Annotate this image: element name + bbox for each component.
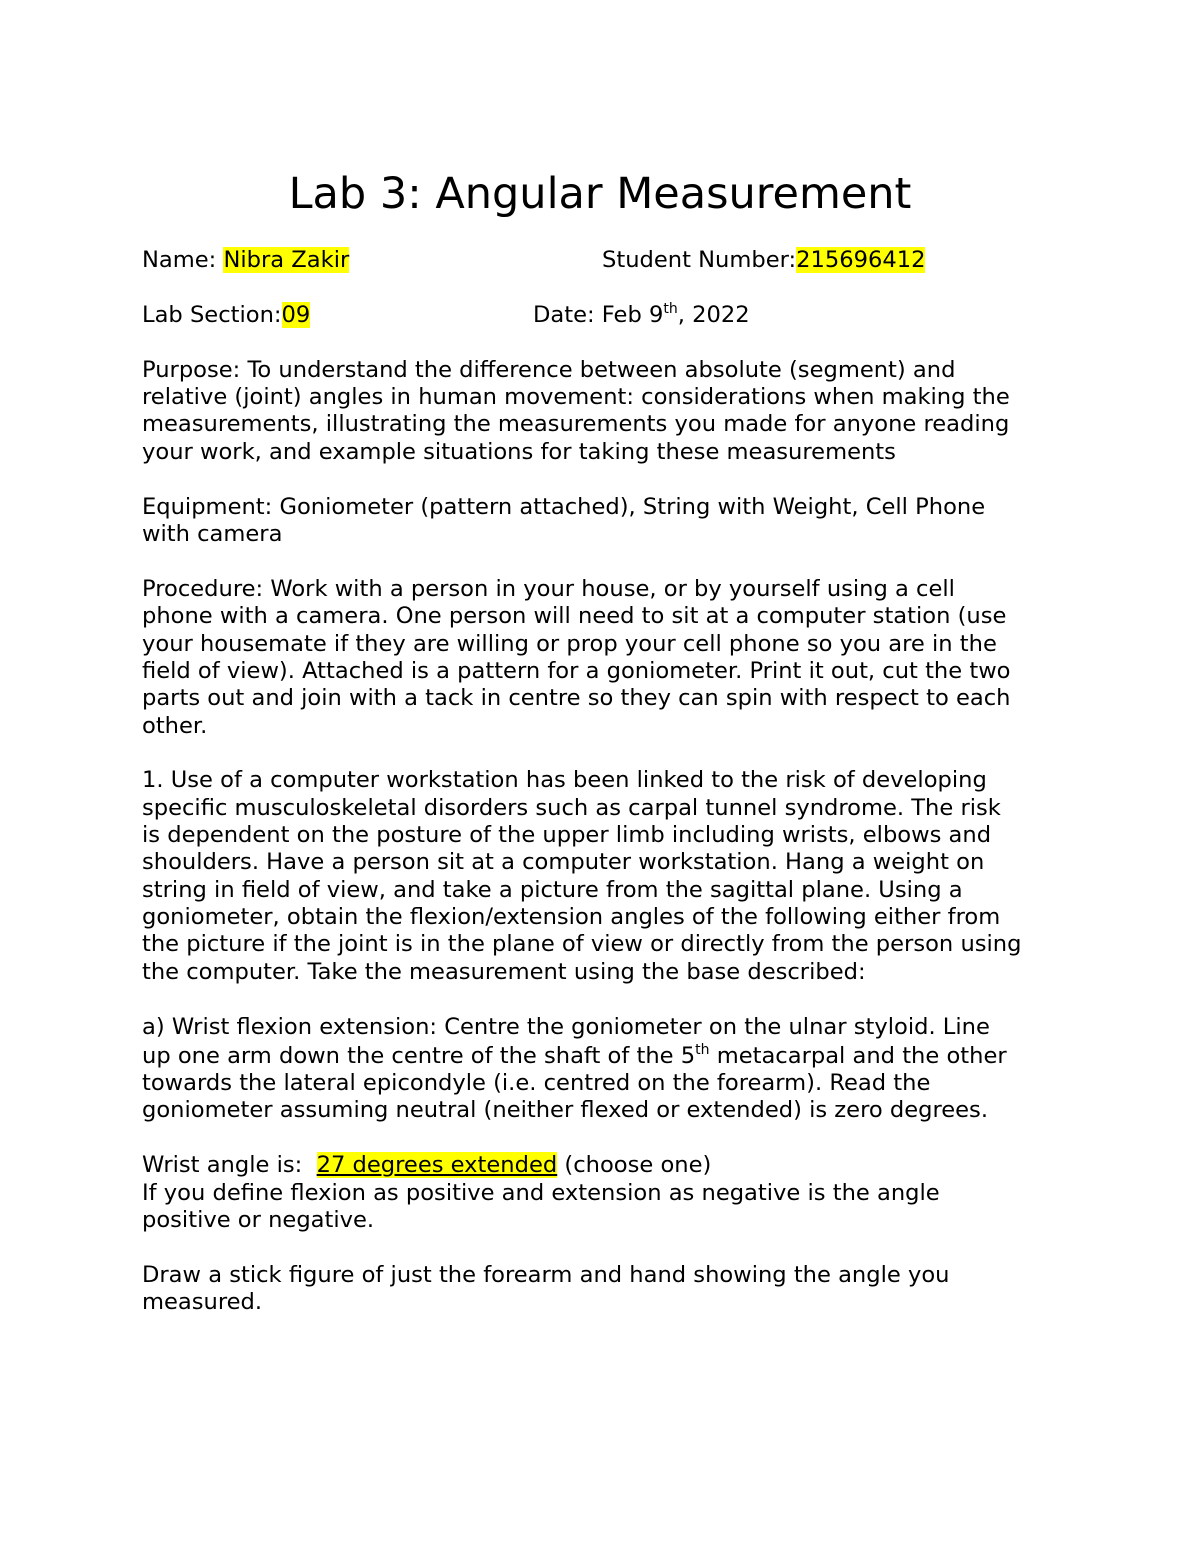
question-line: goniometer, obtain the flexion/extension angles of the following either from bbox=[142, 904, 1001, 930]
name-label: Name: bbox=[142, 247, 224, 273]
name-row bbox=[142, 247, 349, 274]
lab-section-row bbox=[142, 302, 310, 329]
wrist-angle-answer: 27 degrees extended bbox=[316, 1152, 558, 1178]
purpose-line: relative (joint) angles in human movement: considerations when making the bbox=[142, 384, 1010, 410]
date-row bbox=[533, 302, 750, 329]
lab-section-value: 09 bbox=[281, 302, 311, 328]
procedure-line: Procedure: Work with a person in your house, or by yourself using a cell bbox=[142, 576, 955, 602]
name-value: Nibra Zakir bbox=[223, 247, 350, 273]
part-a-superscript: th bbox=[695, 1042, 710, 1058]
equipment-line: with camera bbox=[142, 521, 283, 547]
purpose-line: measurements, illustrating the measurements you made for anyone reading bbox=[142, 411, 1010, 437]
procedure-line: other. bbox=[142, 713, 208, 739]
question-line: the computer. Take the measurement using the base described: bbox=[142, 959, 866, 985]
lab-section-label: Lab Section: bbox=[142, 302, 282, 328]
date-year: , 2022 bbox=[677, 302, 750, 328]
procedure-line: your housemate if they are willing or prop your cell phone so you are in the bbox=[142, 631, 997, 657]
question-line: the picture if the joint is in the plane of view or directly from the person using bbox=[142, 931, 1022, 957]
question-line: specific musculoskeletal disorders such as carpal tunnel syndrome. The risk bbox=[142, 795, 1001, 821]
procedure-line: phone with a camera. One person will need to sit at a computer station (use bbox=[142, 603, 1007, 629]
sign-question-line: If you define flexion as positive and extension as negative is the angle bbox=[142, 1180, 940, 1206]
student-number-label: Student Number: bbox=[602, 247, 797, 273]
purpose-line: Purpose: To understand the difference between absolute (segment) and bbox=[142, 357, 956, 383]
question-line: string in field of view, and take a picture from the sagittal plane. Using a bbox=[142, 877, 963, 903]
part-a-line bbox=[142, 1043, 1007, 1070]
procedure-line: parts out and join with a tack in centre so they can spin with respect to each bbox=[142, 685, 1011, 711]
equipment-line: Equipment: Goniometer (pattern attached), String with Weight, Cell Phone bbox=[142, 494, 986, 520]
sign-question-line: positive or negative. bbox=[142, 1207, 375, 1233]
part-a-text: up one arm down the centre of the shaft of the 5 bbox=[142, 1043, 696, 1069]
wrist-angle-row bbox=[142, 1152, 711, 1179]
part-a-line: goniometer assuming neutral (neither flexed or extended) is zero degrees. bbox=[142, 1097, 988, 1123]
draw-instruction-line: measured. bbox=[142, 1289, 263, 1315]
purpose-line: your work, and example situations for taking these measurements bbox=[142, 439, 896, 465]
part-a-line: a) Wrist flexion extension: Centre the goniometer on the ulnar styloid. Line bbox=[142, 1014, 990, 1040]
wrist-angle-suffix: (choose one) bbox=[557, 1152, 712, 1178]
draw-instruction-line: Draw a stick figure of just the forearm and hand showing the angle you bbox=[142, 1262, 950, 1288]
date-superscript: th bbox=[663, 301, 678, 317]
question-line: is dependent on the posture of the upper limb including wrists, elbows and bbox=[142, 822, 992, 848]
question-line: 1. Use of a computer workstation has been linked to the risk of developing bbox=[142, 767, 987, 793]
procedure-line: field of view). Attached is a pattern for a goniometer. Print it out, cut the two bbox=[142, 658, 1011, 684]
student-number-row bbox=[602, 247, 925, 274]
date-label: Date: Feb 9 bbox=[533, 302, 664, 328]
part-a-line: towards the lateral epicondyle (i.e. centred on the forearm). Read the bbox=[142, 1070, 931, 1096]
wrist-angle-label: Wrist angle is: bbox=[142, 1152, 317, 1178]
question-line: shoulders. Have a person sit at a computer workstation. Hang a weight on bbox=[142, 849, 985, 875]
student-number-value: 215696412 bbox=[796, 247, 926, 273]
part-a-text: metacarpal and the other bbox=[709, 1043, 1007, 1069]
page-title: Lab 3: Angular Measurement bbox=[288, 169, 912, 219]
